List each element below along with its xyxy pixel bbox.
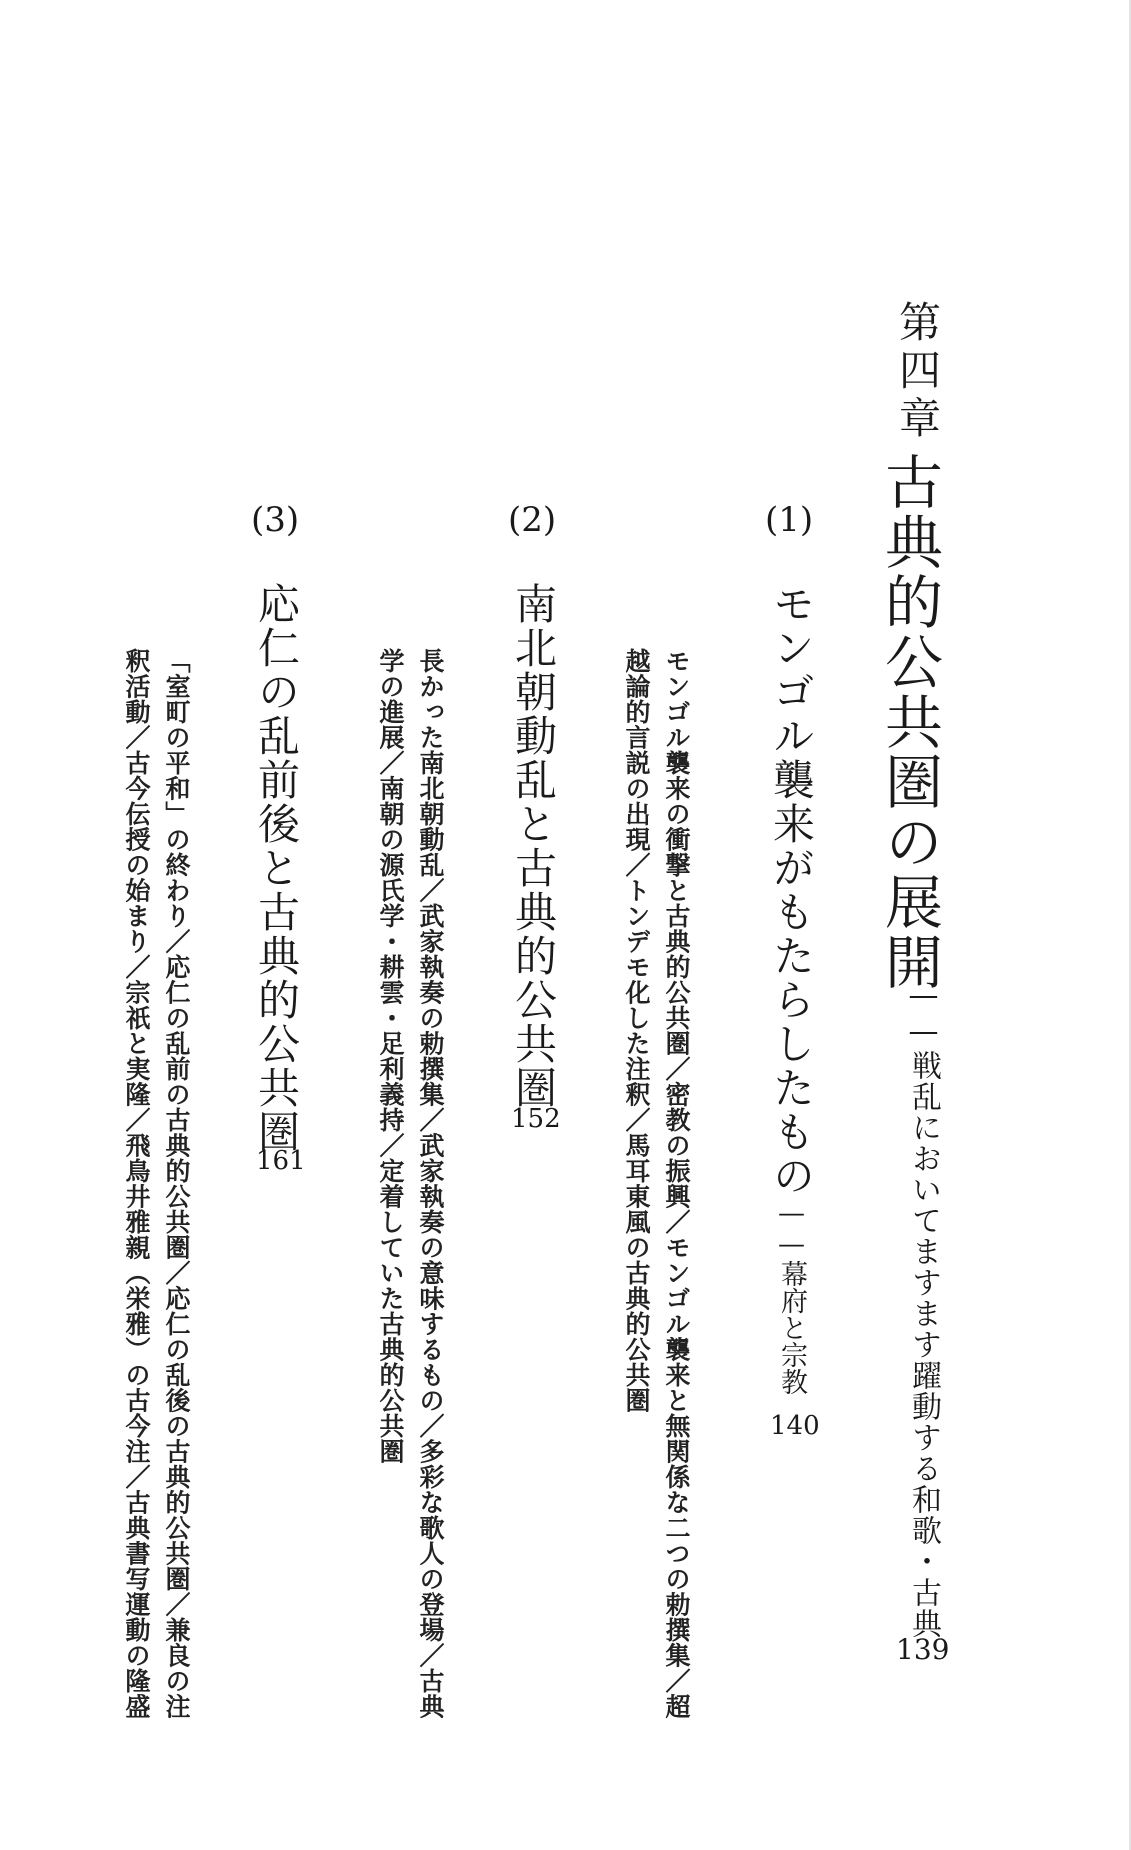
chapter-subtitle: ——戦乱においてますます躍動する和歌・古典 [906,978,941,1639]
chapter-page-number: 139 [896,1633,950,1666]
chapter-title: 古典的公共圏の展開 [875,452,943,992]
section-2-title: 南北朝動乱と古典的公共圏 [509,582,558,1110]
section-2-topics: 長かった南北朝動乱／武家執奏の勅撰集／武家執奏の意味するもの／多彩な歌人の登場／古典学の進展／南朝の源氏学・耕雲・足利義持／定着していた古典的公共圏 [376,648,445,1719]
section-1-number: (1) [765,500,814,540]
section-3-number: (3) [251,500,300,540]
chapter-label: 第四章 [893,300,942,444]
section-1-topics: モンゴル襲来の衝撃と古典的公共圏／密教の振興／モンゴル襲来と無関係な二つの勅撰集／超越論的言説の出現／トンデモ化した注釈／馬耳東風の古典的公共圏 [622,648,691,1719]
section-2-number: (2) [508,500,557,540]
section-3-title: 応仁の乱前後と古典的公共圏 [252,582,301,1154]
section-3-page: 161 [256,1146,306,1176]
section-1-title: モンゴル襲来がもたらしたもの [767,582,816,1198]
section-1-page: 140 [770,1411,820,1441]
section-2-page: 152 [511,1104,561,1134]
section-3-topics: 「室町の平和」の終わり／応仁の乱前の古典的公共圏／応仁の乱後の古典的公共圏／兼良の注釈活動／古今伝授の始まり／宗祇と実隆／飛鳥井雅親（栄雅）の古今注／古典書写運動の隆盛 [122,648,191,1719]
section-1-subtitle: ——幕府と宗教 [776,1198,807,1395]
